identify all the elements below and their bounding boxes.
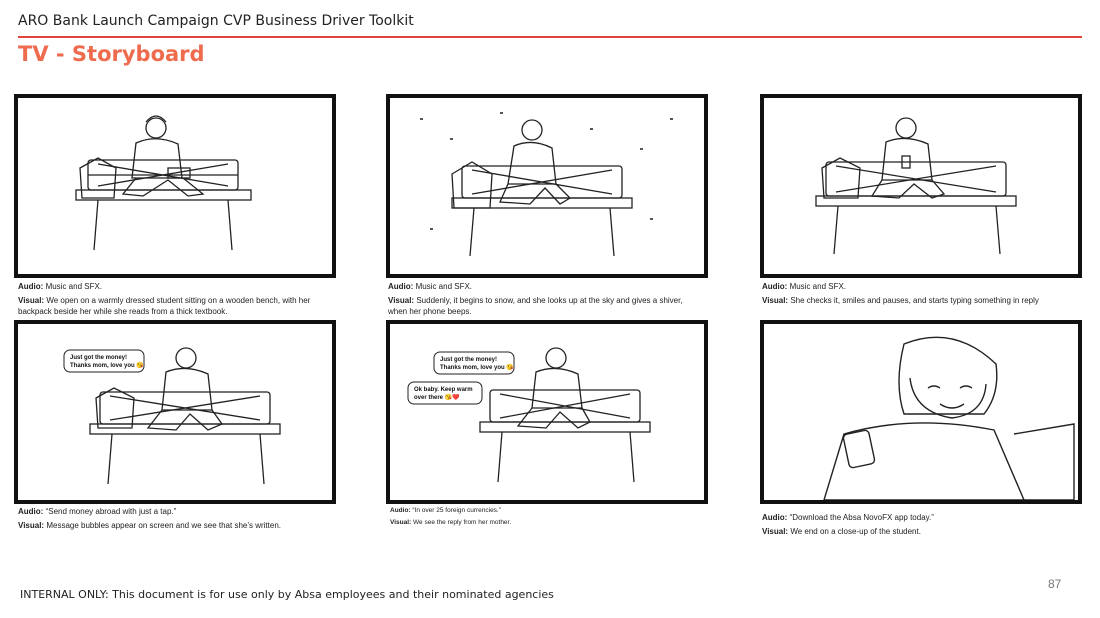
storyboard-frame-5: [386, 320, 708, 504]
storyboard-frame-6: [760, 320, 1082, 504]
student-closeup-illustration: [764, 324, 1078, 500]
storyboard-frame-1: [14, 94, 336, 278]
student-message-bubble-illustration: [18, 324, 332, 500]
storyboard-frame-2: [386, 94, 708, 278]
header-rule: [18, 36, 1082, 38]
student-reading-bench-illustration: [18, 98, 332, 274]
storyboard-frame-3: [760, 94, 1082, 278]
panel-4-caption: Audio: “Send money abroad with just a tap.” Visual: Message bubbles appear on screen and we see that she’s written.: [18, 507, 281, 530]
panel-1-caption: Audio: Music and SFX. Visual: We open on a warmly dressed student sitting on a wooden bench, with her backpack beside her while she reads from a thick textbook.: [18, 282, 311, 316]
student-typing-phone-illustration: [764, 98, 1078, 274]
message-bubble-text: Just got the money! Thanks mom, love you 😘: [440, 357, 514, 371]
reply-bubble-text: Ok baby. Keep warm over there 😘❤️: [414, 387, 473, 401]
student-snow-shiver-illustration: [390, 98, 704, 274]
panel-6-caption: Audio: “Download the Absa NovoFX app today.” Visual: We end on a close-up of the student.: [762, 513, 934, 536]
panel-2-caption: Audio: Music and SFX. Visual: Suddenly, it begins to snow, and she looks up at the sky and gives a shiver, when her phone beeps.: [388, 282, 683, 316]
student-mother-reply-illustration: [390, 324, 704, 500]
message-bubble-text: Just got the money! Thanks mom, love you 😘: [70, 355, 144, 369]
document-title: ARO Bank Launch Campaign CVP Business Driver Toolkit: [18, 13, 414, 29]
panel-5-caption: Audio: “In over 25 foreign currencies.” Visual: We see the reply from her mother.: [390, 507, 512, 526]
page-title: TV - Storyboard: [18, 42, 205, 66]
panel-3-caption: Audio: Music and SFX. Visual: She checks it, smiles and pauses, and starts typing something in reply: [762, 282, 1039, 305]
storyboard-frame-4: [14, 320, 336, 504]
internal-notice: INTERNAL ONLY: This document is for use only by Absa employees and their nominated agencies: [20, 588, 554, 601]
page-number: 87: [1048, 577, 1062, 591]
